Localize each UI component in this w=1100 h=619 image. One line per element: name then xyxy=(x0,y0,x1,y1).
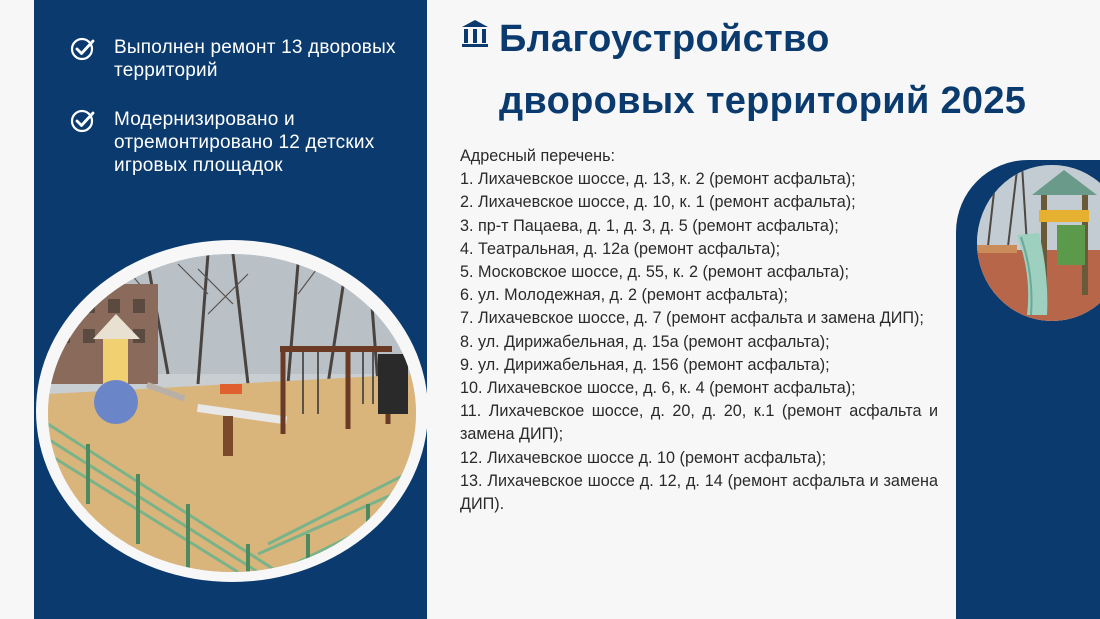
bank-building-icon xyxy=(461,18,489,48)
address-item: 5. Московское шоссе, д. 55, к. 2 (ремонт асфальта); xyxy=(460,263,850,282)
checklist-text: Выполнен ремонт 13 дворовых территорий xyxy=(114,37,396,81)
address-item: 12. Лихачевское шоссе д. 10 (ремонт асфальта); xyxy=(460,448,827,467)
address-list xyxy=(460,145,938,516)
address-item: 9. ул. Дирижабельная, д. 156 (ремонт асфальта); xyxy=(460,355,830,374)
address-item: 7. Лихачевское шоссе, д. 7 (ремонт асфальта и замена ДИП); xyxy=(460,309,924,328)
checklist-text: Модернизировано и отремонтировано 12 детских игровых площадок xyxy=(114,109,375,176)
address-item: 3. пр-т Пацаева, д. 1, д. 3, д. 5 (ремонт асфальта); xyxy=(460,216,839,235)
checklist-item xyxy=(70,108,409,177)
address-item: 13. Лихачевское шоссе д. 12, д. 14 (ремонт асфальта и замена ДИП). xyxy=(460,471,938,514)
address-item: 8. ул. Дирижабельная, д. 15а (ремонт асфальта); xyxy=(460,332,830,351)
page-title xyxy=(499,8,1026,132)
address-list-heading: Адресный перечень: xyxy=(460,147,615,165)
title-line-1: Благоустройство xyxy=(499,18,830,60)
right-panel xyxy=(956,0,1100,619)
address-item: 10. Лихачевское шоссе, д. 6, к. 4 (ремонт асфальта); xyxy=(460,379,856,398)
checklist-item xyxy=(70,36,414,82)
address-item: 1. Лихачевское шоссе, д. 13, к. 2 (ремонт асфальта); xyxy=(460,170,856,189)
check-circle-icon xyxy=(70,36,96,62)
address-item: 2. Лихачевское шоссе, д. 10, к. 1 (ремонт асфальта); xyxy=(460,193,856,212)
address-item: 4. Театральная, д. 12а (ремонт асфальта); xyxy=(460,239,781,258)
check-circle-icon xyxy=(70,108,96,134)
address-item: 6. ул. Молодежная, д. 2 (ремонт асфальта); xyxy=(460,286,789,305)
playground-photo xyxy=(48,254,416,572)
playground-photo-frame xyxy=(36,240,428,582)
title-line-2: дворовых территорий 2025 xyxy=(499,80,1027,122)
address-item: 11. Лихачевское шоссе, д. 20, д. 20, к.1 (ремонт асфальта и замена ДИП); xyxy=(460,402,938,444)
